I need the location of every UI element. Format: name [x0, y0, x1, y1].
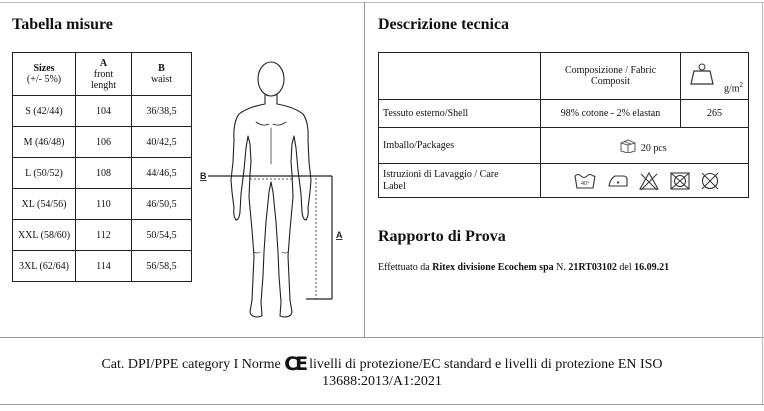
test-report-title: Rapporto di Prova [378, 228, 506, 245]
test-report-line [378, 262, 669, 273]
body-measurement-figure [196, 52, 352, 324]
frame-top-line [0, 2, 764, 3]
b-marker-label: B [200, 171, 207, 181]
size-cell: L (50/52) [13, 158, 76, 189]
table-row [13, 189, 192, 220]
b-cell: 56/58,5 [132, 251, 192, 282]
table-row [13, 127, 192, 158]
a-header-cell [76, 53, 132, 96]
footer-divider-top [0, 337, 764, 338]
size-table [12, 52, 192, 282]
size-cell: XXL (58/60) [13, 220, 76, 251]
test-report-date: 16.09.21 [634, 262, 670, 273]
size-cell: S (42/44) [13, 96, 76, 127]
tech-empty-cell [379, 53, 541, 100]
shell-row [379, 100, 749, 128]
footer-part1: Cat. DPI/PPE category I Norme [101, 357, 281, 372]
waist-line-b [200, 171, 332, 181]
b-cell: 44/46,5 [132, 158, 192, 189]
table-row [13, 158, 192, 189]
packages-value-cell [541, 128, 749, 164]
test-report-number: 21RT03102 [568, 262, 617, 273]
no-bleach-icon [638, 171, 660, 191]
test-report-prefix: Effettuato da [378, 262, 433, 273]
care-icons-cell [541, 164, 749, 198]
footer-divider-bottom [0, 404, 764, 405]
packages-quantity: 20 pcs [640, 143, 667, 154]
b-header-cell [132, 53, 192, 96]
a-cell: 108 [76, 158, 132, 189]
care-label-line1: Istruzioni di Lavaggio / Care [383, 168, 499, 180]
table-row [13, 220, 192, 251]
no-tumble-dry-icon [669, 171, 691, 191]
footer-norms [0, 353, 764, 390]
shell-weight: 265 [681, 100, 749, 128]
tech-table [378, 52, 749, 198]
shell-composition: 98% cotone - 2% elastan [541, 100, 681, 128]
size-cell: M (46/48) [13, 127, 76, 158]
b-header-label: B [158, 63, 165, 74]
size-table-header [13, 53, 192, 96]
weight-scale-icon [689, 61, 715, 87]
sizes-header-note: (+/- 5%) [26, 74, 62, 85]
sizes-header-label: Sizes [33, 63, 55, 74]
b-cell: 40/42,5 [132, 127, 192, 158]
care-label-line2: Label [383, 180, 406, 192]
package-box-icon [618, 137, 638, 153]
no-dry-clean-icon [699, 171, 721, 191]
svg-text:40°: 40° [581, 180, 590, 187]
composition-header-line1: Composizione / Fabric [564, 65, 657, 76]
a-cell: 106 [76, 127, 132, 158]
care-label-cell [379, 164, 541, 198]
a-marker-label: A [336, 230, 343, 240]
b-cell: 46/50,5 [132, 189, 192, 220]
test-report-n-prefix: N. [553, 262, 569, 273]
composition-header-cell [541, 53, 681, 100]
a-header-label: A [99, 57, 108, 69]
composition-header-line2: Composit [591, 76, 630, 87]
a-cell: 104 [76, 96, 132, 127]
footer-line2: 13688:2013/A1:2021 [322, 374, 442, 389]
frame-right-line [762, 2, 763, 404]
wash-40-icon [573, 171, 597, 191]
table-row [13, 251, 192, 282]
packages-label: Imballo/Packages [379, 128, 541, 164]
test-report-del-prefix: del [616, 262, 635, 273]
weight-header-cell [681, 53, 749, 100]
iron-icon [606, 171, 630, 191]
size-cell: 3XL (62/64) [13, 251, 76, 282]
footer-line1 [0, 353, 764, 375]
shell-label: Tessuto esterno/Shell [379, 100, 541, 128]
a-cell: 112 [76, 220, 132, 251]
weight-unit-label: $g/m^2$ [723, 80, 743, 94]
b-header-sub: waist [150, 74, 173, 85]
size-cell: XL (54/56) [13, 189, 76, 220]
b-cell: 50/54,5 [132, 220, 192, 251]
a-cell: 110 [76, 189, 132, 220]
body-outline [231, 62, 311, 317]
a-header-sub1: front [93, 68, 114, 80]
footer-part2: livelli di protezione/EC standard e livelli di protezione EN ISO [309, 357, 663, 372]
size-table-title: Tabella misure [12, 16, 113, 33]
packages-row [379, 128, 749, 164]
column-divider [364, 2, 365, 337]
tech-description-title: Descrizione tecnica [378, 16, 510, 33]
b-cell: 36/38,5 [132, 96, 192, 127]
a-header-sub2: lenght [91, 79, 116, 91]
test-report-lab: Ritex divisione Ecochem spa [432, 262, 554, 273]
ce-mark-icon: CE [284, 353, 306, 375]
a-cell: 114 [76, 251, 132, 282]
length-line-a [306, 176, 343, 299]
table-row [13, 96, 192, 127]
care-row [379, 164, 749, 198]
sizes-header-cell [13, 53, 76, 96]
tech-header-row [379, 53, 749, 100]
